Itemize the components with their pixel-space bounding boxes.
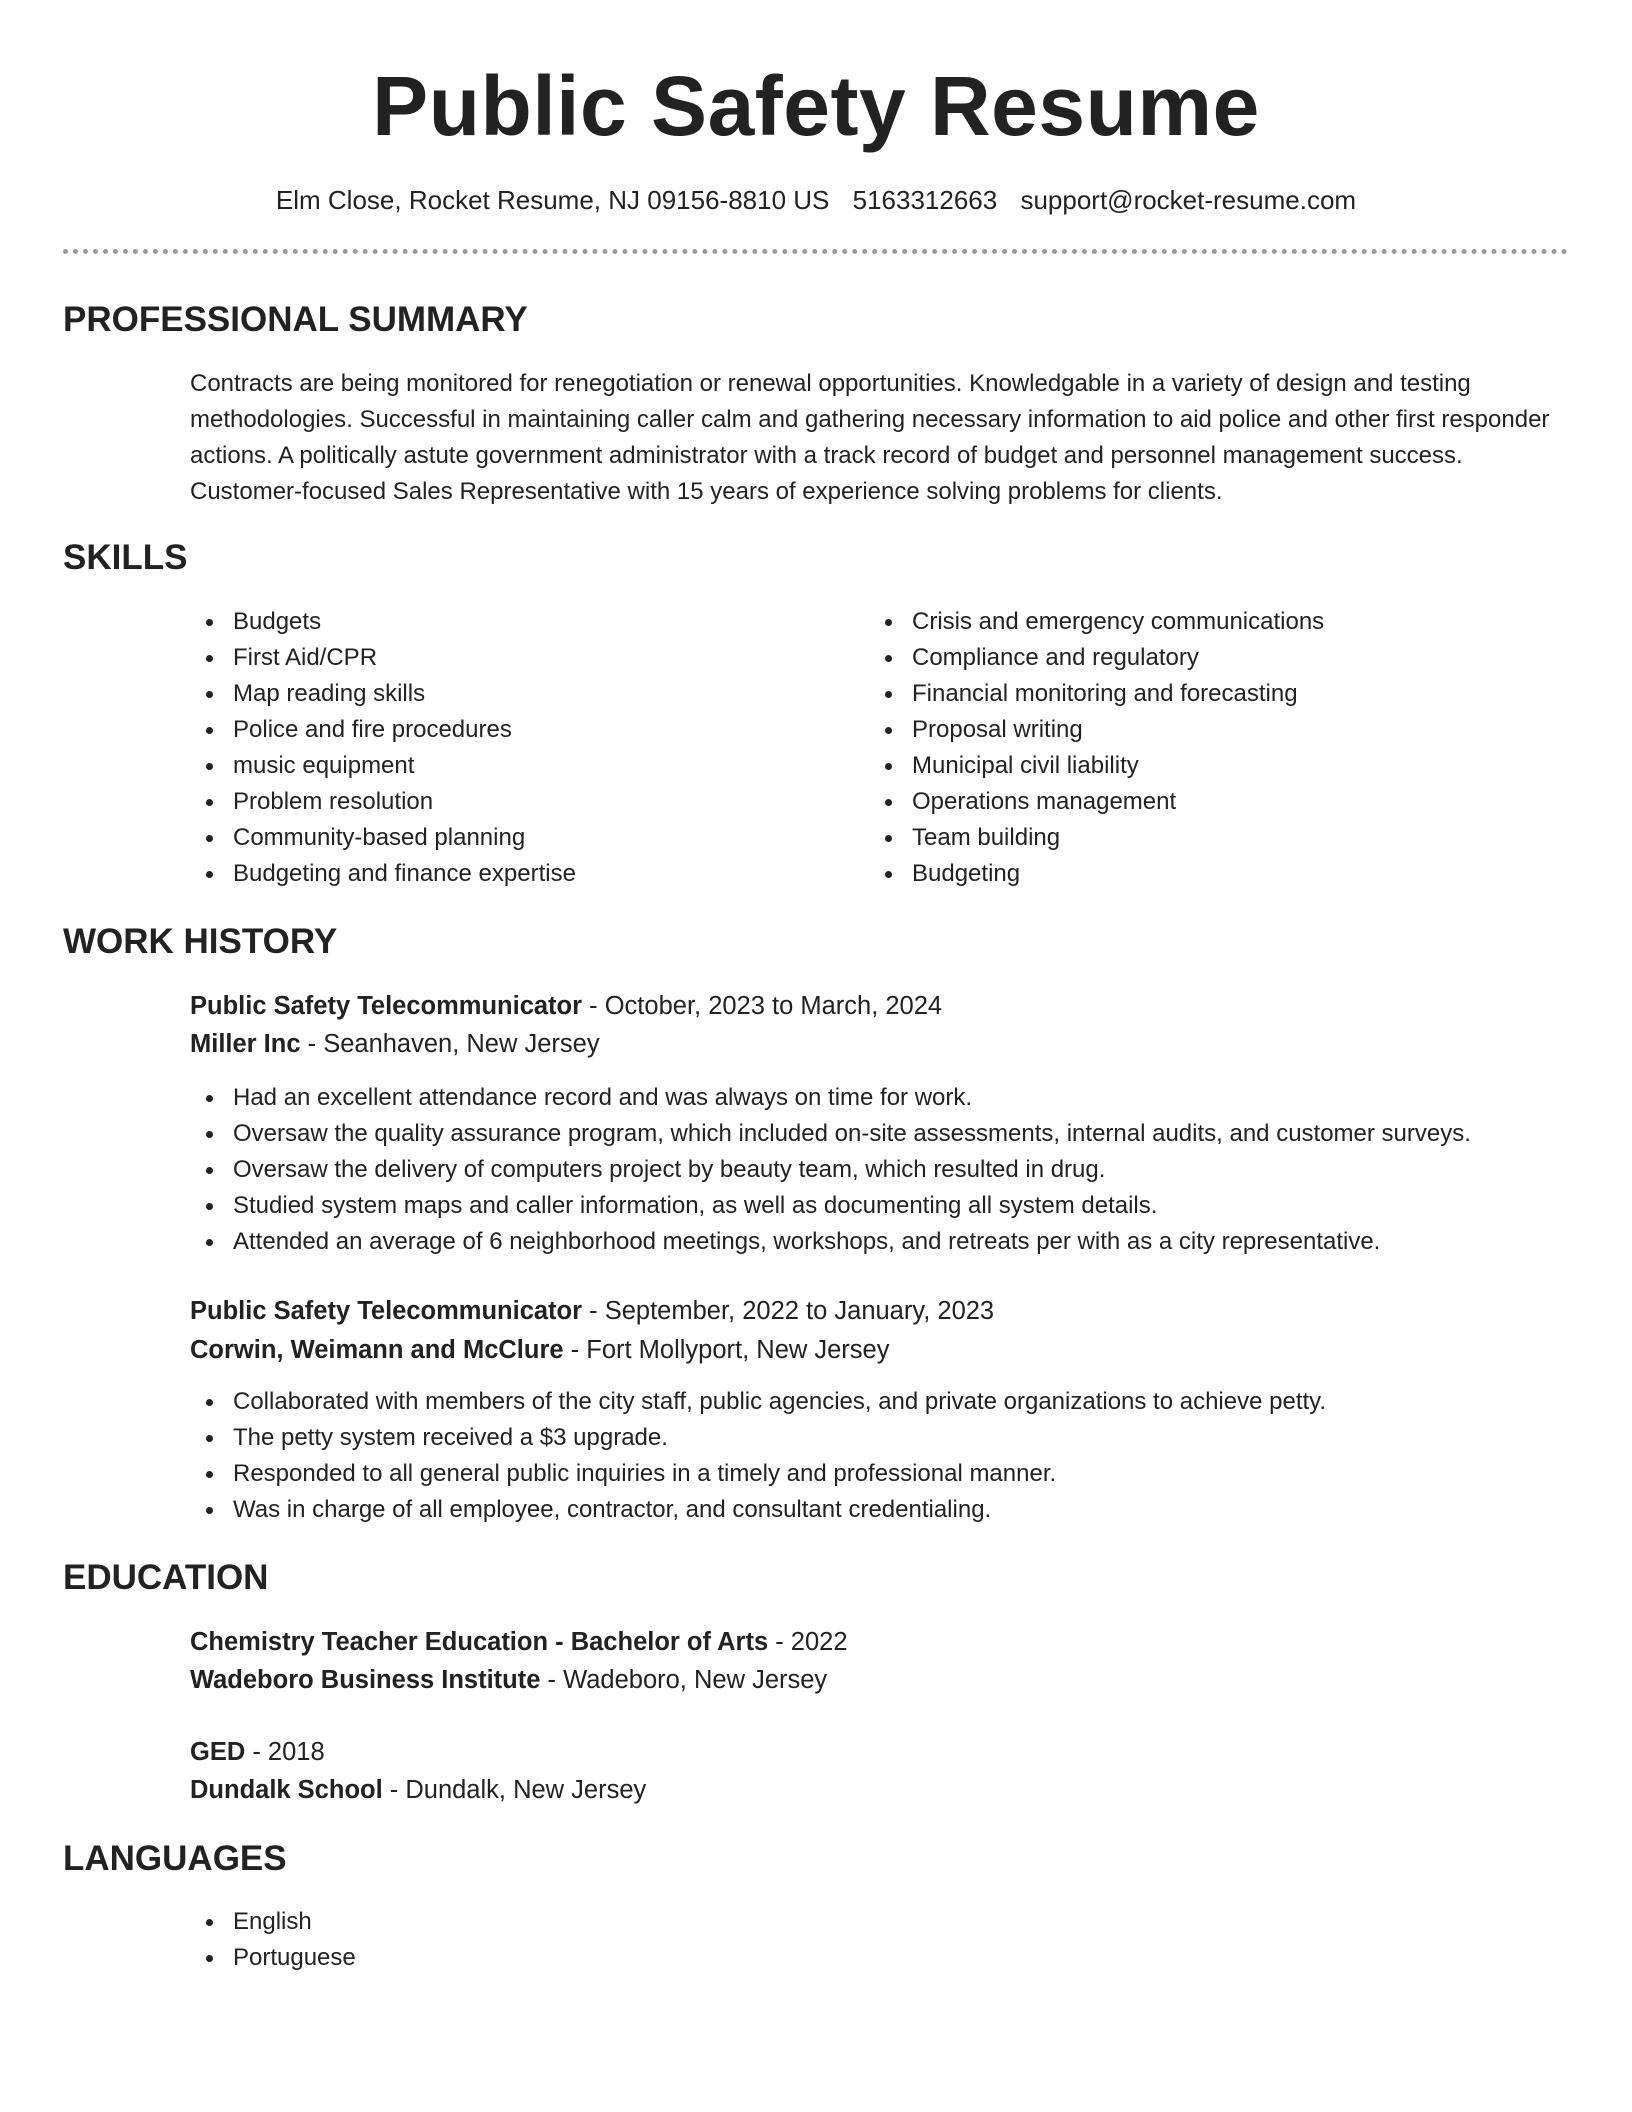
education-year: - 2018 — [245, 1738, 325, 1766]
skills-list-left — [190, 604, 576, 892]
job-duty-item: Had an excellent attendance record and was always on time for work. — [190, 1080, 1471, 1116]
skills-heading: SKILLS — [63, 538, 188, 577]
job-company-line — [190, 1025, 600, 1063]
education-location: - Dundalk, New Jersey — [382, 1776, 647, 1804]
job-dates: - October, 2023 to March, 2024 — [582, 992, 943, 1020]
skill-item: Operations management — [869, 784, 1324, 820]
education-heading: EDUCATION — [63, 1558, 269, 1597]
skill-item: Crisis and emergency communications — [869, 604, 1324, 640]
education-school: Wadeboro Business Institute — [190, 1666, 541, 1694]
language-item: Portuguese — [190, 1940, 356, 1976]
skill-item: music equipment — [190, 748, 576, 784]
job-company-line — [190, 1331, 889, 1369]
skill-item: Proposal writing — [869, 712, 1324, 748]
contact-info — [0, 182, 1632, 218]
summary-text: Contracts are being monitored for renegotiation or renewal opportunities. Knowledgable in a variety of design and testing methodologies. Successful in maintaining caller calm and gathering necessary information to aid police and other first responder actions. A politically astute government administrator with a track record of budget and personnel management success. Customer-focused Sales Representative with 15 years of experience solving problems for clients. — [190, 370, 1550, 505]
education-school: Dundalk School — [190, 1776, 383, 1804]
education-degree: Chemistry Teacher Education - Bachelor of Arts — [190, 1628, 769, 1656]
education-degree-line — [190, 1623, 848, 1661]
skill-item: Budgets — [190, 604, 576, 640]
skill-item: Compliance and regulatory — [869, 640, 1324, 676]
job-duties-list — [190, 1080, 1471, 1260]
job-dates: - September, 2022 to January, 2023 — [582, 1297, 995, 1325]
skill-item: Police and fire procedures — [190, 712, 576, 748]
job-duties-list — [190, 1384, 1326, 1528]
skills-list-right — [869, 604, 1324, 892]
job-location: - Seanhaven, New Jersey — [300, 1030, 600, 1058]
languages-list — [190, 1904, 356, 1976]
skill-item: Municipal civil liability — [869, 748, 1324, 784]
skill-item: First Aid/CPR — [190, 640, 576, 676]
job-duty-item: Collaborated with members of the city staff, public agencies, and private organizations to achieve petty. — [190, 1384, 1326, 1420]
skill-item: Team building — [869, 820, 1324, 856]
skill-item: Budgeting and finance expertise — [190, 856, 576, 892]
education-degree-line — [190, 1733, 325, 1771]
contact-phone: 5163312663 — [852, 185, 998, 215]
job-company: Miller Inc — [190, 1030, 301, 1058]
languages-heading: LANGUAGES — [63, 1839, 287, 1878]
job-duty-item: Was in charge of all employee, contractor, and consultant credentialing. — [190, 1492, 1326, 1528]
education-location: - Wadeboro, New Jersey — [540, 1666, 828, 1694]
education-degree: GED — [190, 1738, 246, 1766]
contact-address: Elm Close, Rocket Resume, NJ 09156-8810 US — [275, 185, 830, 215]
work-history-heading: WORK HISTORY — [63, 922, 338, 961]
job-location: - Fort Mollyport, New Jersey — [563, 1336, 890, 1364]
contact-email: support@rocket-resume.com — [1020, 185, 1357, 215]
job-duty-item: Attended an average of 6 neighborhood meetings, workshops, and retreats per with as a city representative. — [190, 1224, 1471, 1260]
job-title-line — [190, 987, 942, 1025]
job-duty-item: Responded to all general public inquiries in a timely and professional manner. — [190, 1456, 1326, 1492]
job-company: Corwin, Weimann and McClure — [190, 1336, 564, 1364]
job-duty-item: Studied system maps and caller information, as well as documenting all system details. — [190, 1188, 1471, 1224]
job-title-line — [190, 1292, 994, 1330]
education-school-line — [190, 1661, 827, 1699]
skill-item: Financial monitoring and forecasting — [869, 676, 1324, 712]
education-school-line — [190, 1771, 646, 1809]
skill-item: Problem resolution — [190, 784, 576, 820]
summary-heading: PROFESSIONAL SUMMARY — [63, 300, 528, 339]
job-duty-item: Oversaw the quality assurance program, which included on-site assessments, internal audits, and customer surveys. — [190, 1116, 1471, 1152]
job-duty-item: The petty system received a $3 upgrade. — [190, 1420, 1326, 1456]
language-item: English — [190, 1904, 356, 1940]
education-year: - 2022 — [768, 1628, 848, 1656]
job-role: Public Safety Telecommunicator — [190, 1297, 583, 1325]
skill-item: Map reading skills — [190, 676, 576, 712]
job-role: Public Safety Telecommunicator — [190, 992, 583, 1020]
skill-item: Community-based planning — [190, 820, 576, 856]
resume-title: Public Safety Resume — [372, 59, 1260, 153]
header-divider — [63, 249, 1568, 254]
job-duty-item: Oversaw the delivery of computers project by beauty team, which resulted in drug. — [190, 1152, 1471, 1188]
skill-item: Budgeting — [869, 856, 1324, 892]
